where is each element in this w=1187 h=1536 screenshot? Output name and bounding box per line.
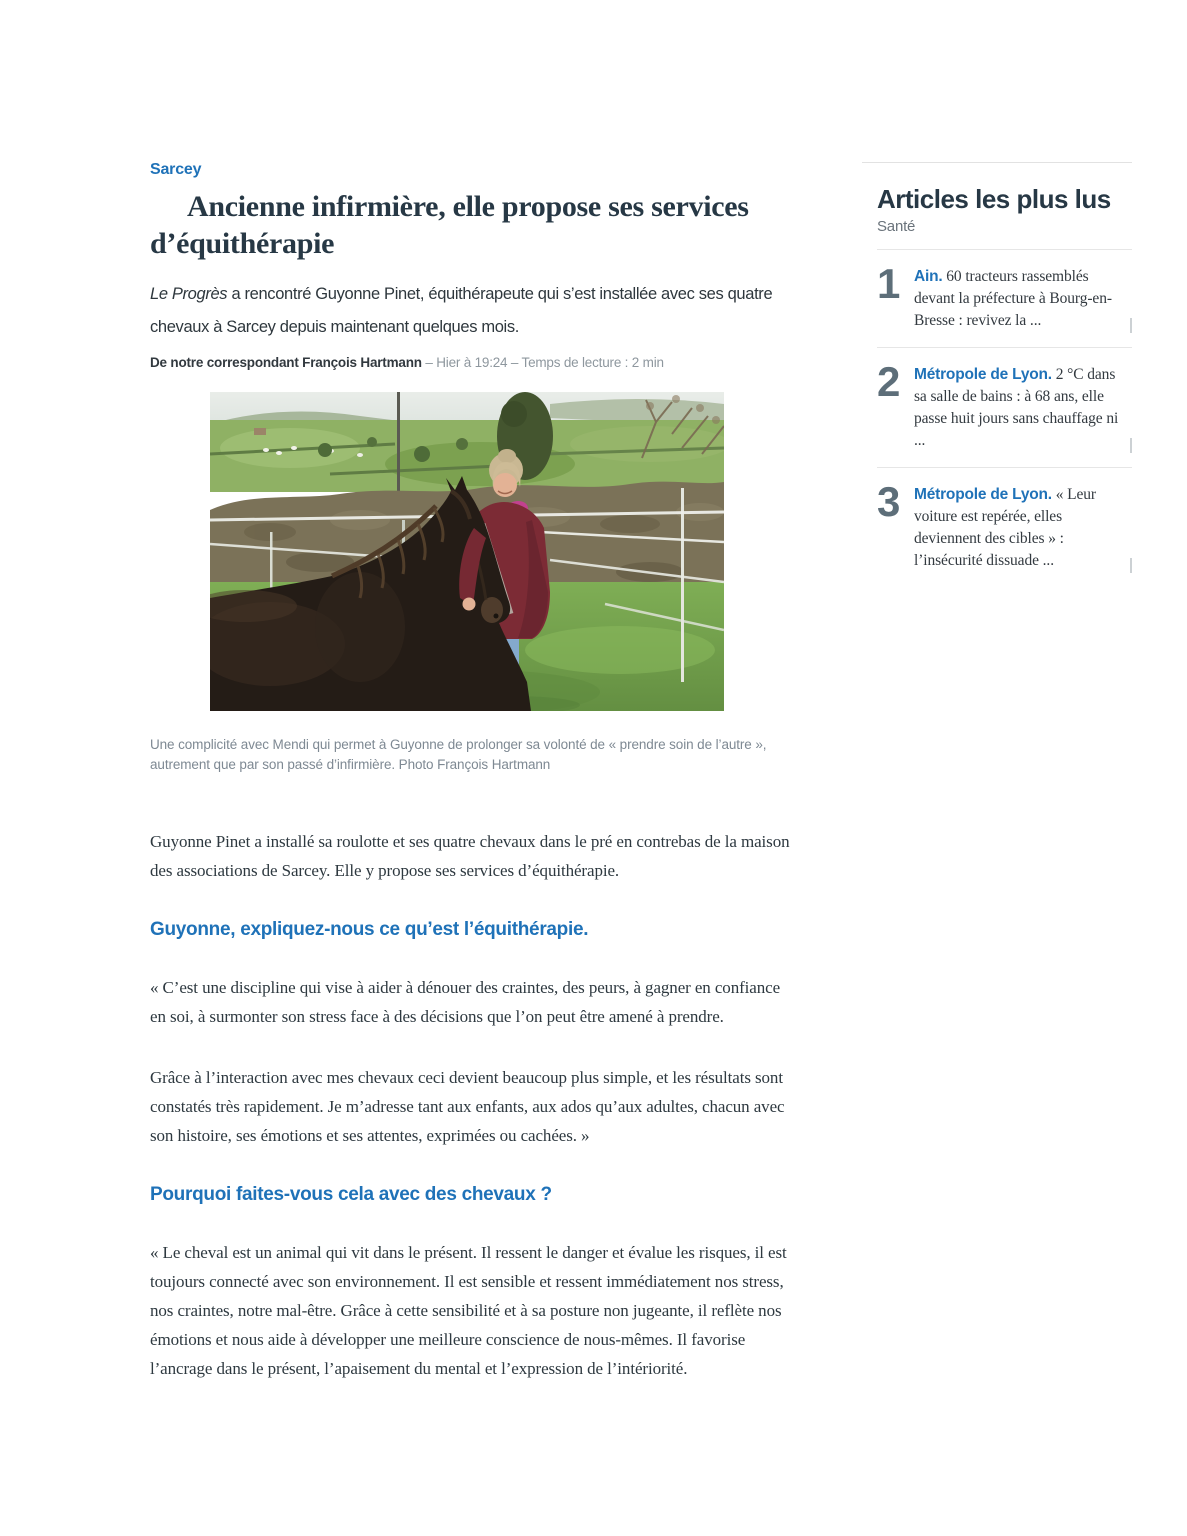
sidebar-subtitle: Santé <box>877 218 916 235</box>
thumb-edge <box>1130 438 1132 453</box>
item-text: 60 tracteurs rassemblés devant la préfecture à Bourg-en-Bresse : revivez la ... <box>914 268 1112 329</box>
article-lede <box>150 278 792 344</box>
item-text: 2 °C dans sa salle de bains : à 68 ans, elle passe huit jours sans chauffage ni ... <box>914 366 1119 449</box>
item-tag: Métropole de Lyon. <box>914 366 1052 383</box>
category-link[interactable]: Sarcey <box>150 161 202 178</box>
subhead-equitherapie: Guyonne, expliquez-nous ce qu’est l’équithérapie. <box>150 919 589 940</box>
item-text: « Leur voiture est repérée, elles deviennent des cibles » : l’insécurité dissuade ... <box>914 486 1096 569</box>
rank-number: 2 <box>877 358 900 405</box>
item-headline <box>914 364 1128 452</box>
most-read-item-2[interactable] <box>877 347 1132 467</box>
byline-author: De notre correspondant François Hartmann <box>150 355 422 370</box>
lede-publication-name: Le Progrès <box>150 285 228 303</box>
item-tag: Ain. <box>914 268 943 285</box>
rank-number: 1 <box>877 260 900 307</box>
article-main <box>150 161 792 1383</box>
byline <box>150 355 792 370</box>
article-photo <box>210 392 724 711</box>
paragraph-3: Grâce à l’interaction avec mes chevaux ceci devient beaucoup plus simple, et les résultats sont constatés très rapidement. Je m’adresse tant aux enfants, aux ados qu’aux adultes, chacun avec son histoire, ses émotions et ses attentes, exprimées ou cachées. » <box>150 1068 785 1145</box>
thumb-edge <box>1130 558 1132 573</box>
sidebar-inner <box>862 184 1132 587</box>
lede-text: a rencontré Guyonne Pinet, équithérapeute qui s’est installée avec ses quatre chevaux à Sarcey depuis maintenant quelques mois. <box>150 285 773 336</box>
article-body <box>150 827 792 1383</box>
paragraph-4: « Le cheval est un animal qui vit dans le présent. Il ressent le danger et évalue les risques, il est toujours connecté avec son environnement. Il est sensible et ressent immédiatement nos stress, nos craintes, notre mal-être. Grâce à cette sensibilité et à sa posture non jugeante, il reflète nos émotions et nous aide à développer une meilleure conscience de nous-mêmes. Il favorise l’ancrage dans le présent, l’apaisement du mental et l’expression de l’intériorité. <box>150 1243 787 1378</box>
most-read-item-1[interactable] <box>877 249 1132 347</box>
item-headline <box>914 266 1128 332</box>
byline-meta: – Hier à 19:24 – Temps de lecture : 2 min <box>421 355 664 370</box>
item-tag: Métropole de Lyon. <box>914 486 1052 503</box>
rank-number: 3 <box>877 478 900 525</box>
paragraph-1: Guyonne Pinet a installé sa roulotte et ses quatre chevaux dans le pré en contrebas de la maison des associations de Sarcey. Elle y propose ses services d’équithérapie. <box>150 832 790 880</box>
horse-pasture-photo <box>210 392 724 711</box>
article-title: Ancienne infirmière, elle propose ses services d’équithérapie <box>150 190 749 260</box>
most-read-item-3[interactable] <box>877 467 1132 587</box>
photo-caption: Une complicité avec Mendi qui permet à Guyonne de prolonger sa volonté de « prendre soin de l’autre », autrement que par son passé d’infirmière. Photo François Hartmann <box>150 737 767 772</box>
paragraph-2: « C’est une discipline qui vise à aider à dénouer des craintes, des peurs, à gagner en confiance en soi, à surmonter son stress face à des décisions que l’on peut être amené à prendre. <box>150 978 781 1026</box>
subhead-chevaux: Pourquoi faites-vous cela avec des chevaux ? <box>150 1184 552 1205</box>
most-read-sidebar <box>862 162 1132 587</box>
item-headline <box>914 484 1128 572</box>
thumb-edge <box>1130 318 1132 333</box>
sidebar-title: Articles les plus lus <box>877 184 1111 214</box>
